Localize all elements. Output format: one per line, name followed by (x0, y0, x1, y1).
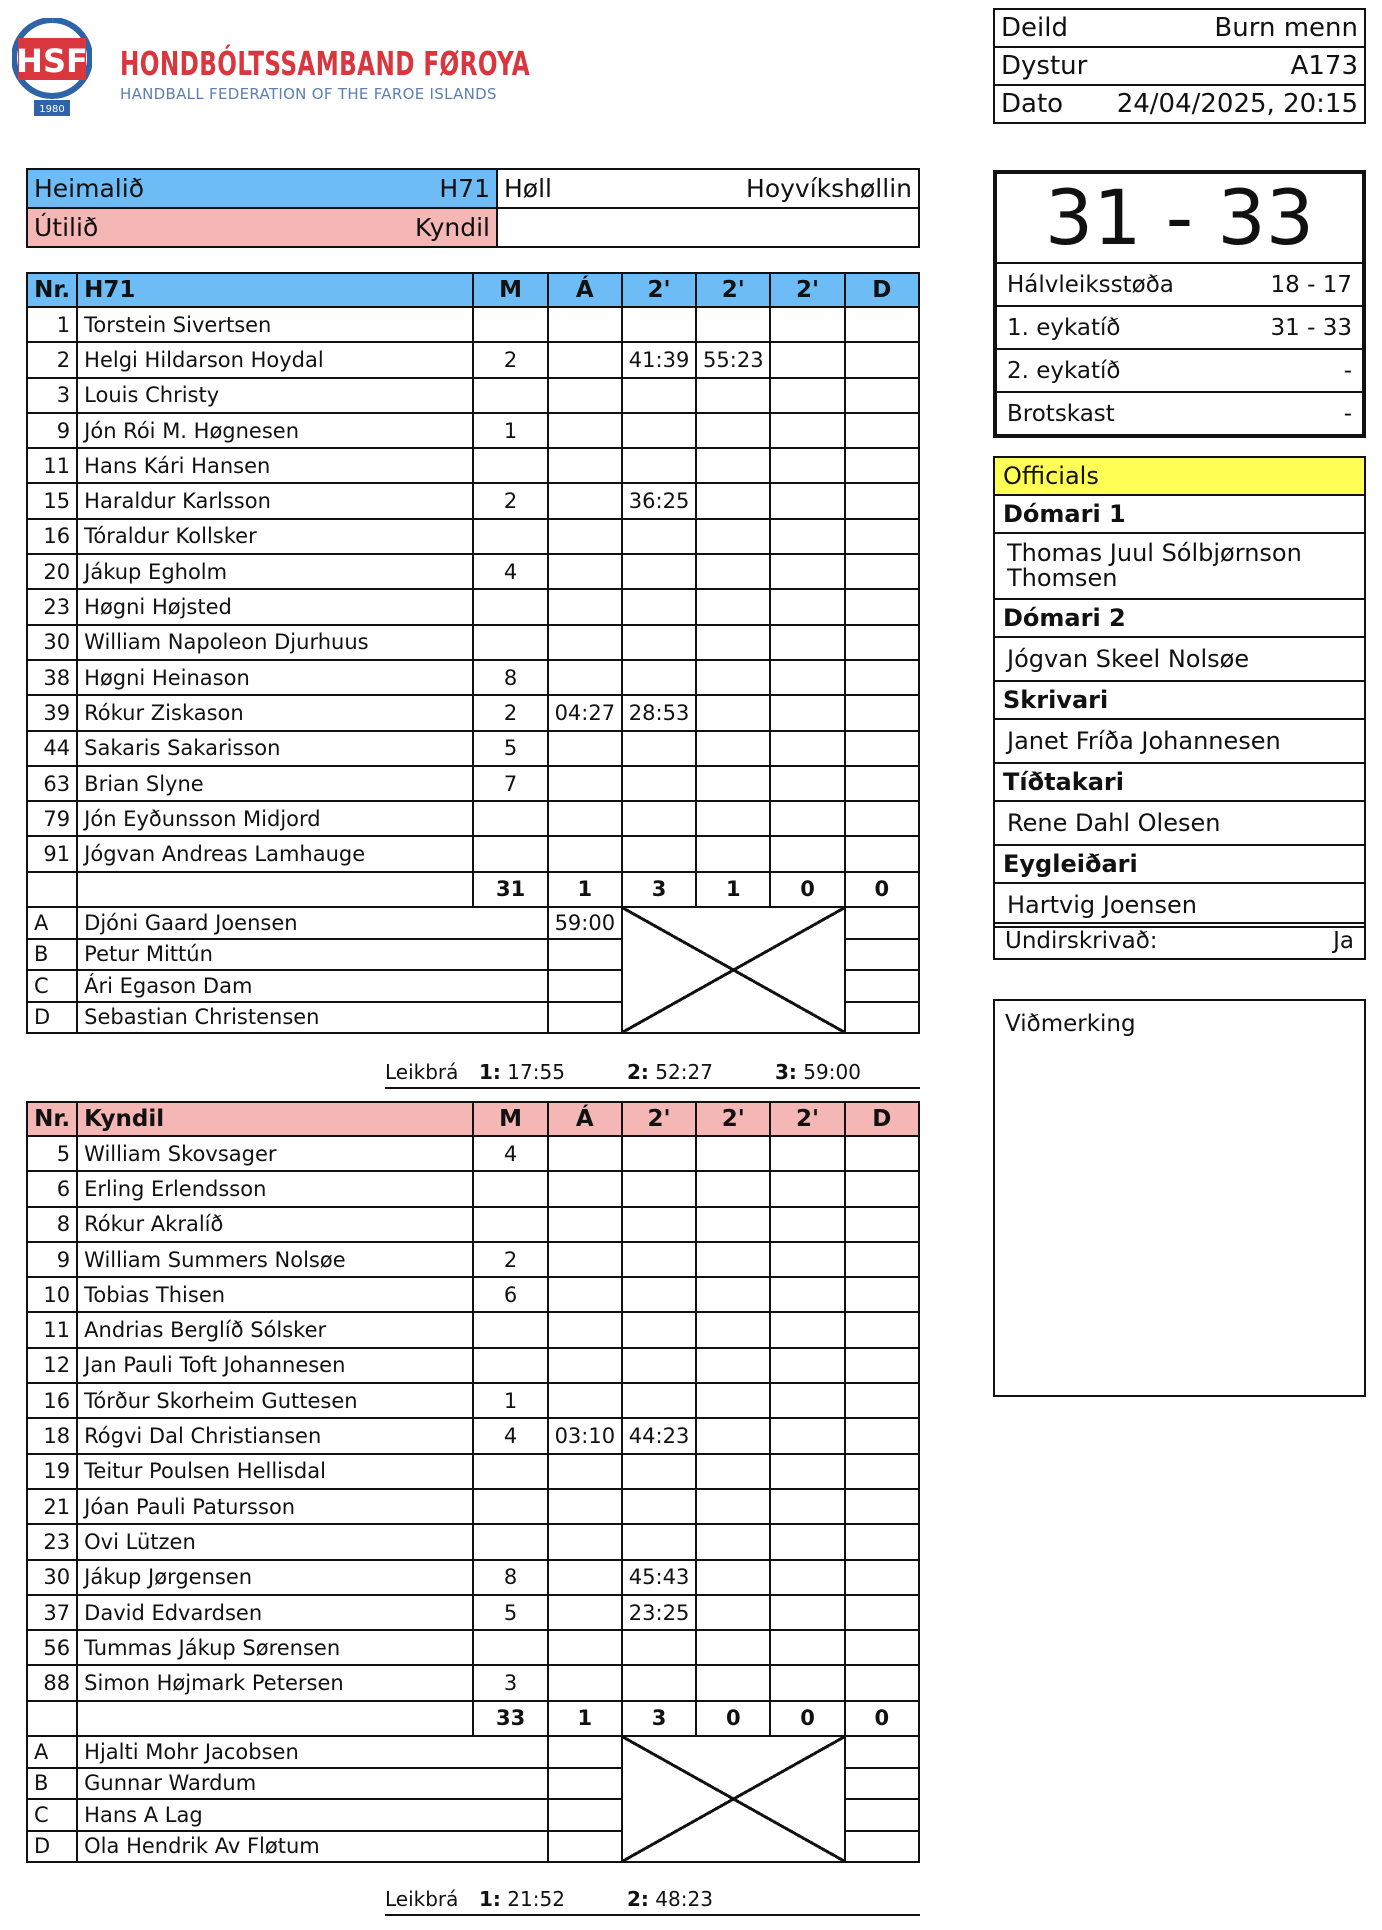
player-row: 20 Jákup Egholm 4 (27, 554, 919, 589)
player-row: 30 Jákup Jørgensen 8 45:43 (27, 1560, 919, 1595)
totals-row: 31 1 3 1 0 0 (27, 872, 919, 907)
officials-header: Officials (994, 457, 1365, 495)
player-row: 5 William Skovsager 4 (27, 1136, 919, 1171)
score-box (993, 170, 1366, 438)
player-row: 56 Tummas Jákup Sørensen (27, 1630, 919, 1665)
away-timeouts: Leikbrá 1: 21:52 2: 48:23 (385, 1884, 920, 1916)
player-row: 10 Tobias Thisen 6 (27, 1277, 919, 1312)
player-row: 11 Andrias Berglíð Sólsker (27, 1312, 919, 1347)
official-role: Eygleiðari (994, 845, 1365, 883)
score-row: 2. eykatíð - (997, 350, 1362, 393)
player-row: 8 Rókur Akralíð (27, 1207, 919, 1242)
player-row: 12 Jan Pauli Toft Johannesen (27, 1348, 919, 1383)
home-timeouts: Leikbrá 1: 17:55 2: 52:27 3: 59:00 (385, 1057, 920, 1089)
official-name: Jógvan Skeel Nolsøe (994, 637, 1365, 681)
score-row: Brotskast - (1007, 400, 1352, 427)
team-official-row: D Ola Hendrik Av Fløtum (27, 1831, 919, 1863)
home-team-row (27, 169, 919, 208)
team-official-row: C Hans A Lag (27, 1799, 919, 1831)
table-header: Nr. Kyndil M Á 2' 2' 2' D (27, 1102, 919, 1136)
player-row: 9 Jón Rói M. Høgnesen 1 (27, 413, 919, 448)
player-row: 16 Tóraldur Kollsker (27, 519, 919, 554)
official-name: Janet Fríða Johannesen (994, 719, 1365, 763)
player-row: 63 Brian Slyne 7 (27, 766, 919, 801)
final-score: 31 - 33 (997, 174, 1362, 264)
official-role: Dómari 2 (994, 599, 1365, 637)
player-row: 91 Jógvan Andreas Lamhauge (27, 836, 919, 871)
away-team: Kyndil (397, 208, 497, 247)
player-row: 18 Rógvi Dal Christiansen 4 03:10 44:23 (27, 1418, 919, 1453)
player-row: 30 William Napoleon Djurhuus (27, 625, 919, 660)
score-row: 1. eykatíð 31 - 33 (997, 307, 1362, 350)
away-team-row (27, 208, 919, 247)
table-header: Nr. H71 M Á 2' 2' 2' D (27, 273, 919, 307)
player-row: 38 Høgni Heinason 8 (27, 660, 919, 695)
player-row: 23 Høgni Højsted (27, 589, 919, 624)
match-info-row: Dato 24/04/2025, 20:15 (994, 85, 1365, 123)
venue-label: Høll (497, 169, 697, 208)
official-role: Skrivari (994, 681, 1365, 719)
official-role: Dómari 1 (994, 495, 1365, 533)
player-row: 44 Sakaris Sakarisson 5 (27, 731, 919, 766)
player-row: 37 David Edvardsen 5 23:25 (27, 1595, 919, 1630)
official-name: Rene Dahl Olesen (994, 801, 1365, 845)
team-official-row: D Sebastian Christensen (27, 1002, 919, 1034)
player-row: 21 Jóan Pauli Patursson (27, 1489, 919, 1524)
match-info-row: Deild Burn menn (994, 9, 1365, 47)
officials-table (993, 456, 1366, 928)
score-row: Hálvleiksstøða 18 - 17 (997, 264, 1362, 307)
crossed-out-cell (622, 907, 845, 1033)
match-info-row: Dystur A173 (994, 47, 1365, 85)
venue: Hoyvíkshøllin (697, 169, 919, 208)
signed-box: Undirskrivað: Ja (993, 922, 1366, 960)
teams-table (26, 168, 920, 248)
player-row: 11 Hans Kári Hansen (27, 448, 919, 483)
hsf-logo (12, 18, 92, 122)
away-player-table (26, 1101, 920, 1863)
player-row: 23 Ovi Lützen (27, 1524, 919, 1559)
home-team: H71 (397, 169, 497, 208)
player-row: 6 Erling Erlendsson (27, 1171, 919, 1206)
player-row: 39 Rókur Ziskason 2 04:27 28:53 (27, 695, 919, 730)
official-role: Tíðtakari (994, 763, 1365, 801)
match-info-table (993, 8, 1366, 124)
team-official-row: A Hjalti Mohr Jacobsen (27, 1736, 919, 1768)
home-label: Heimalið (27, 169, 397, 208)
player-row: 3 Louis Christy (27, 378, 919, 413)
svg-text:1980: 1980 (39, 104, 65, 115)
team-official-row: A Djóni Gaard Joensen 59:00 (27, 907, 919, 939)
org-subtitle: HANDBALL FEDERATION OF THE FAROE ISLANDS (120, 85, 497, 103)
org-name: HONDBÓLTSSAMBAND FØROYA (120, 44, 531, 83)
player-row: 88 Simon Højmark Petersen 3 (27, 1665, 919, 1700)
remarks-box: Viðmerking (993, 999, 1366, 1397)
svg-text:HSF: HSF (16, 42, 88, 80)
totals-row: 33 1 3 0 0 0 (27, 1701, 919, 1736)
player-row: 2 Helgi Hildarson Hoydal 2 41:39 55:23 (27, 342, 919, 377)
official-name: Hartvig Joensen (994, 883, 1365, 927)
team-official-row: B Petur Mittún (27, 939, 919, 971)
player-row: 9 William Summers Nolsøe 2 (27, 1242, 919, 1277)
team-official-row: C Ári Egason Dam (27, 970, 919, 1002)
away-label: Útilið (27, 208, 397, 247)
team-official-row: B Gunnar Wardum (27, 1768, 919, 1800)
crossed-out-cell (622, 1736, 845, 1862)
player-row: 1 Torstein Sivertsen (27, 307, 919, 342)
player-row: 79 Jón Eyðunsson Midjord (27, 801, 919, 836)
player-row: 19 Teitur Poulsen Hellisdal (27, 1454, 919, 1489)
home-player-table (26, 272, 920, 1034)
official-name: Thomas Juul Sólbjørnson Thomsen (994, 533, 1365, 599)
player-row: 16 Tórður Skorheim Guttesen 1 (27, 1383, 919, 1418)
player-row: 15 Haraldur Karlsson 2 36:25 (27, 483, 919, 518)
